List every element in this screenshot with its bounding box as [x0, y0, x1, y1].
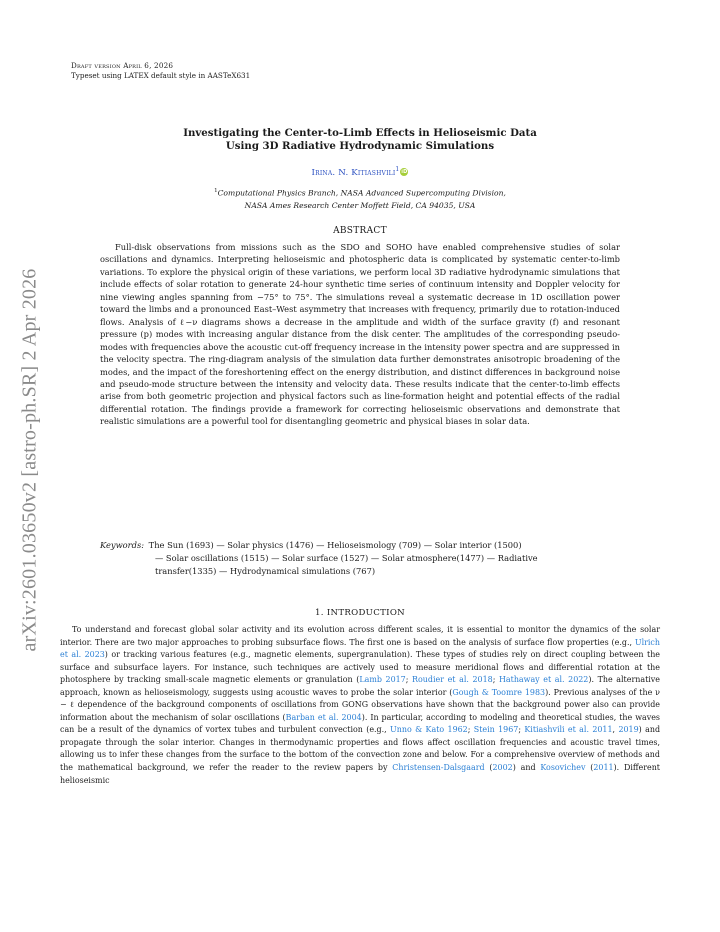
section-heading-introduction: 1. INTRODUCTION: [315, 608, 405, 618]
citation-link[interactable]: Kitiashvili et al. 2011: [524, 725, 613, 735]
title-line-1: Investigating the Center-to-Limb Effects in Helioseismic Data: [183, 127, 537, 139]
paper-title: [100, 127, 620, 153]
affiliation-marker: 1: [214, 188, 218, 194]
citation-link[interactable]: Ulrich et al. 2023: [60, 637, 660, 660]
affiliation-line-2: NASA Ames Research Center Moffett Field, CA 94035, USA: [244, 201, 476, 211]
keywords-line-1: Keywords: The Sun (1693) — Solar physics (1476) — Helioseismology (709) — Solar interior (1500): [100, 540, 522, 550]
citation-link[interactable]: Hathaway et al. 2022: [498, 675, 589, 685]
citation-link[interactable]: 2002: [492, 763, 513, 773]
typeset-line: Typeset using LATEX default style in AASTeX631: [71, 71, 251, 80]
citation-link[interactable]: Roudier et al. 2018: [412, 675, 493, 685]
citation-link[interactable]: 2011: [593, 763, 614, 773]
keywords-line-3: transfer(1335) — Hydrodynamical simulations (767): [155, 566, 376, 576]
abstract-heading: ABSTRACT: [333, 226, 387, 236]
citation-link[interactable]: Unno & Kato 1962: [390, 725, 468, 735]
author-name[interactable]: Irina. N. Kitiashvili: [311, 167, 396, 178]
keywords-label: Keywords:: [100, 540, 145, 550]
affiliation-line-1: $^1$Computational Physics Branch, NASA Advanced Supercomputing Division,: [214, 188, 506, 198]
keywords-line-2: — Solar oscillations (1515) — Solar surface (1527) — Solar atmosphere(1477) — Radiative: [155, 553, 538, 563]
keywords-block: [100, 539, 620, 578]
author-line: [100, 166, 620, 178]
title-line-2: Using 3D Radiative Hydrodynamic Simulations: [225, 140, 495, 152]
orcid-icon[interactable]: iD: [401, 168, 408, 175]
affiliation: [100, 185, 620, 213]
abstract-text: Full-disk observations from missions such as the SDO and SOHO have enabled comprehensive studies of solar oscillations and dynamics. Interpreting helioseismic and photospheric data is complicated by systematic center-to-limb variations. To explore the physical origin of these variations, we perform local 3D radiative hydrodynamic simulations that include effects of solar rotation to generate 24-hour synthetic time series of continuum intensity and Doppler velocity for nine viewing angles spanning from −75° to 75°. The simulations reveal a systematic decrease in 1D oscillation power toward the limbs and a pronounced East–West asymmetry that increases with frequency, primarily due to rotation-induced flows. Analysis of ℓ−ν diagrams shows a decrease in the amplitude and width of the surface gravity (f) and resonant pressure (p) modes with increasing angular distance from the disk center. The amplitudes of the corresponding pseudo-modes with frequencies above the acoustic cut-off frequency increase in the intensity power spectra and are suppressed in the velocity spectra. The ring-diagram analysis of the simulation data further demonstrates anisotropic broadening of the modes, and the impact of the foreshortening effect on the energy distribution, and distinct differences in background noise and pseudo-mode structure between the intensity and velocity data. These results indicate that the center-to-limb effects arise from both geometric projection and physical factors such as line-formation height and potential effects of the radial differential rotation. The findings provide a framework for correcting helioseismic observations and demonstrate that realistic simulations are a powerful tool for disentangling geometric and physical biases in solar data.: [100, 242, 620, 427]
arxiv-sidebar-stamp: [8, 240, 52, 680]
arxiv-identifier: arXiv:2601.03650v2 [astro-ph.SR] 2 Apr 2026: [18, 268, 41, 652]
citation-link[interactable]: Barban et al. 2004: [285, 712, 362, 722]
citation-link[interactable]: Gough & Toomre 1983: [452, 687, 546, 697]
draft-version-line: Draft version April 6, 2026: [71, 61, 174, 70]
introduction-paragraph: To understand and forecast global solar activity and its evolution across different scales, it is essential to monitor the dynamics of the solar interior. There are two major approaches to probing subsurface flows. The first one is based on the analysis of surface flow properties (e.g., Ulrich et al. 2023) or tracking various features (e.g., magnetic elements, supergranulation). These types of studies rely on direct coupling between the surface and subsurface layers. For instance, such techniques are actively used to measure meridional flows and differential rotation at the photosphere by tracking small-scale magnetic elements or granulation (Lamb 2017; Roudier et al. 2018; Hathaway et al. 2022). The alternative approach, known as helioseismology, suggests using acoustic waves to probe the solar interior (Gough & Toomre 1983). Previous analyses of the ν − ℓ dependence of the background components of oscillations from GONG observations have shown that the background power also can provide information about the mechanism of solar oscillations (Barban et al. 2004). In particular, according to modeling and theoretical studies, the waves can be a result of the dynamics of vortex tubes and turbulent convection (e.g., Unno & Kato 1962; Stein 1967; Kitiashvili et al. 2011, 2019) and propagate through the solar interior. Changes in thermodynamic properties and flows affect oscillation frequencies and acoustic travel times, allowing us to infer these changes from the surface to the bottom of the convection zone and below. For a comprehensive overview of methods and the mathematical background, we refer the reader to the review papers by Christensen-Dalsgaard (2002) and Kosovichev (2011). Different helioseismic: [60, 625, 661, 785]
citation-link[interactable]: 2019: [618, 725, 639, 735]
citation-link[interactable]: Lamb 2017: [359, 675, 406, 685]
draft-header: [71, 61, 250, 81]
citation-link[interactable]: Stein 1967: [473, 725, 519, 735]
citation-link[interactable]: Christensen-Dalsgaard: [392, 763, 485, 773]
author-affiliation-marker: 1: [395, 166, 400, 173]
citation-link[interactable]: Kosovichev: [540, 763, 586, 773]
